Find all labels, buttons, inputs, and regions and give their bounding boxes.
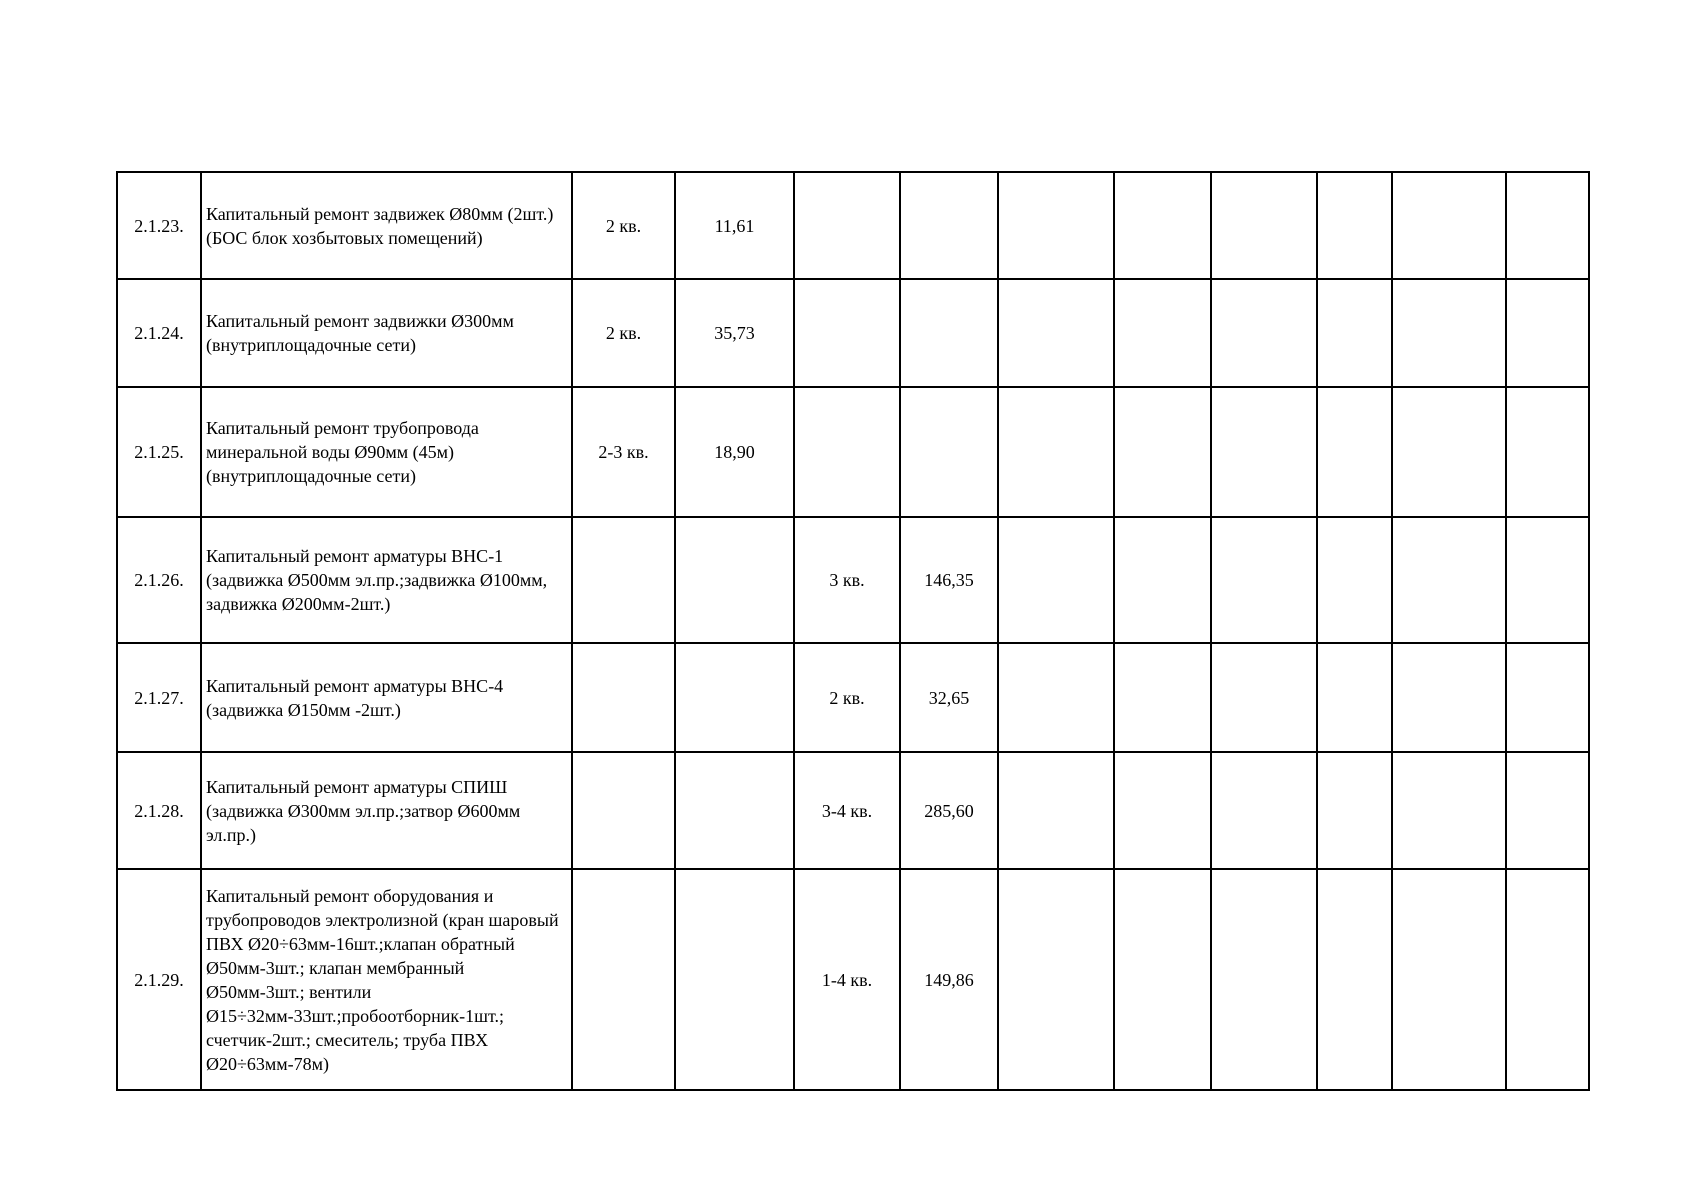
- quarter-cell: 1-4 кв.: [794, 869, 900, 1090]
- empty-cell: [1211, 517, 1317, 643]
- empty-cell: [1114, 387, 1211, 517]
- quarter-cell: 3-4 кв.: [794, 752, 900, 869]
- empty-cell: [1317, 517, 1392, 643]
- item-description: Капитальный ремонт трубопровода минеральной воды Ø90мм (45м) (внутриплощадочные сети): [201, 387, 572, 517]
- empty-cell: [1506, 172, 1589, 279]
- empty-cell: [998, 643, 1114, 752]
- empty-cell: [1317, 869, 1392, 1090]
- item-description: Капитальный ремонт задвижки Ø300мм (внутриплощадочные сети): [201, 279, 572, 387]
- quarter-cell: [572, 752, 675, 869]
- empty-cell: [1392, 869, 1506, 1090]
- quarter-cell: 2 кв.: [572, 172, 675, 279]
- quarter-cell: [794, 387, 900, 517]
- item-description: Капитальный ремонт арматуры ВНС-4 (задвижка Ø150мм -2шт.): [201, 643, 572, 752]
- empty-cell: [1211, 279, 1317, 387]
- item-number: 2.1.23.: [117, 172, 201, 279]
- quarter-cell: [572, 517, 675, 643]
- empty-cell: [998, 279, 1114, 387]
- empty-cell: [1392, 517, 1506, 643]
- quarter-cell: 3 кв.: [794, 517, 900, 643]
- empty-cell: [1114, 643, 1211, 752]
- cost-cell: 18,90: [675, 387, 794, 517]
- item-number: 2.1.27.: [117, 643, 201, 752]
- item-description: Капитальный ремонт оборудования и трубопроводов электролизной (кран шаровый ПВХ Ø20÷63мм-16шт.;клапан обратный Ø50мм-3шт.; клапан мембранный Ø50мм-3шт.; вентили Ø15÷32мм-33шт.;пробоотборник-1шт.; счетчик-2шт.; смеситель; труба ПВХ Ø20÷63мм-78м): [201, 869, 572, 1090]
- cost-cell: [675, 869, 794, 1090]
- empty-cell: [1114, 869, 1211, 1090]
- quarter-cell: [572, 643, 675, 752]
- empty-cell: [998, 869, 1114, 1090]
- item-description: Капитальный ремонт арматуры СПИШ (задвижка Ø300мм эл.пр.;затвор Ø600мм эл.пр.): [201, 752, 572, 869]
- cost-cell: 11,61: [675, 172, 794, 279]
- quarter-cell: [794, 279, 900, 387]
- empty-cell: [1506, 643, 1589, 752]
- quarter-cell: 2 кв.: [794, 643, 900, 752]
- empty-cell: [1506, 517, 1589, 643]
- quarter-cell: [794, 172, 900, 279]
- empty-cell: [1114, 752, 1211, 869]
- cost-cell: [675, 517, 794, 643]
- table-row: [117, 387, 1589, 517]
- table-row: [117, 643, 1589, 752]
- item-number: 2.1.29.: [117, 869, 201, 1090]
- table-row: [117, 517, 1589, 643]
- table-row: [117, 752, 1589, 869]
- quarter-cell: [572, 869, 675, 1090]
- empty-cell: [1392, 387, 1506, 517]
- empty-cell: [998, 387, 1114, 517]
- item-number: 2.1.26.: [117, 517, 201, 643]
- empty-cell: [1211, 387, 1317, 517]
- empty-cell: [1317, 279, 1392, 387]
- empty-cell: [998, 172, 1114, 279]
- empty-cell: [1392, 279, 1506, 387]
- empty-cell: [998, 517, 1114, 643]
- item-number: 2.1.24.: [117, 279, 201, 387]
- cost-cell: [900, 279, 998, 387]
- empty-cell: [1114, 172, 1211, 279]
- item-description: Капитальный ремонт арматуры ВНС-1 (задвижка Ø500мм эл.пр.;задвижка Ø100мм, задвижка Ø200мм-2шт.): [201, 517, 572, 643]
- cost-cell: 146,35: [900, 517, 998, 643]
- cost-cell: [675, 752, 794, 869]
- empty-cell: [1114, 517, 1211, 643]
- empty-cell: [1317, 387, 1392, 517]
- empty-cell: [1211, 643, 1317, 752]
- empty-cell: [1392, 752, 1506, 869]
- empty-cell: [1506, 387, 1589, 517]
- item-description: Капитальный ремонт задвижек Ø80мм (2шт.) (БОС блок хозбытовых помещений): [201, 172, 572, 279]
- empty-cell: [1317, 643, 1392, 752]
- empty-cell: [1392, 643, 1506, 752]
- empty-cell: [1506, 869, 1589, 1090]
- empty-cell: [1317, 172, 1392, 279]
- empty-cell: [1317, 752, 1392, 869]
- empty-cell: [1506, 279, 1589, 387]
- cost-cell: [675, 643, 794, 752]
- cost-cell: [900, 172, 998, 279]
- empty-cell: [1392, 172, 1506, 279]
- quarter-cell: 2-3 кв.: [572, 387, 675, 517]
- empty-cell: [1114, 279, 1211, 387]
- cost-cell: 35,73: [675, 279, 794, 387]
- table-row: [117, 172, 1589, 279]
- empty-cell: [998, 752, 1114, 869]
- cost-cell: 149,86: [900, 869, 998, 1090]
- cost-cell: 32,65: [900, 643, 998, 752]
- table-row: [117, 279, 1589, 387]
- table-row: [117, 869, 1589, 1090]
- empty-cell: [1506, 752, 1589, 869]
- item-number: 2.1.25.: [117, 387, 201, 517]
- empty-cell: [1211, 752, 1317, 869]
- empty-cell: [1211, 869, 1317, 1090]
- cost-cell: 285,60: [900, 752, 998, 869]
- item-number: 2.1.28.: [117, 752, 201, 869]
- empty-cell: [1211, 172, 1317, 279]
- work-plan-table: [116, 171, 1590, 1091]
- quarter-cell: 2 кв.: [572, 279, 675, 387]
- cost-cell: [900, 387, 998, 517]
